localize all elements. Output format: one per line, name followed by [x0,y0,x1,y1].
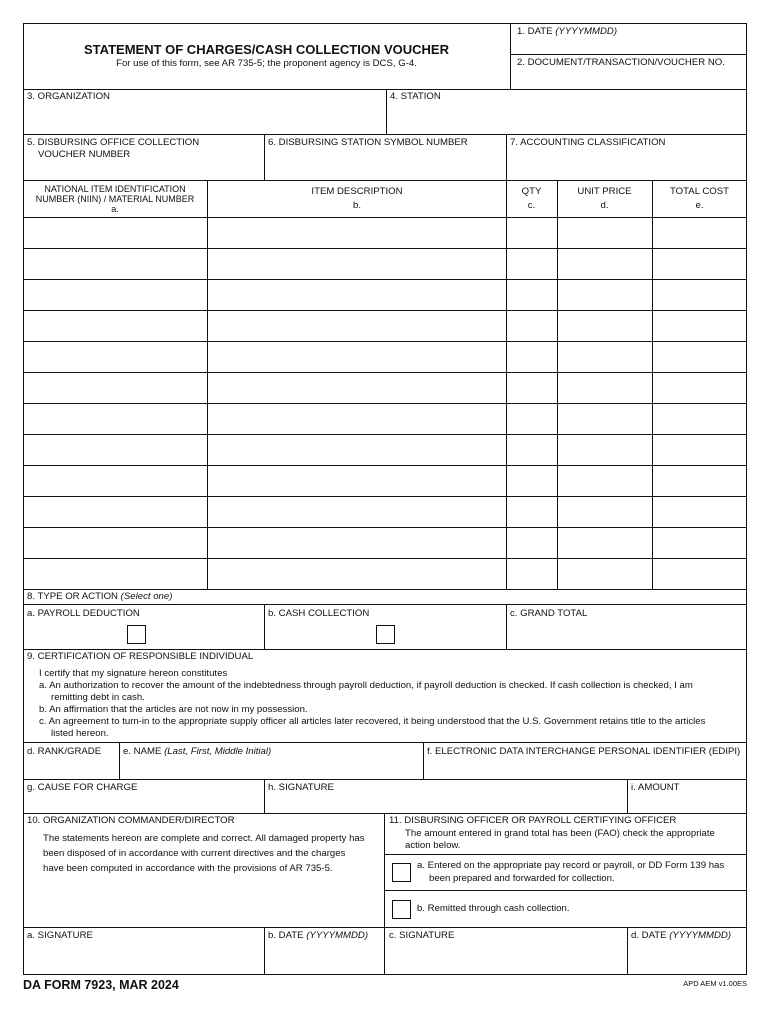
table-row-divider [23,589,747,590]
table-row[interactable] [23,435,747,465]
table-row[interactable] [23,280,747,310]
accounting-label: 7. ACCOUNTING CLASSIFICATION [510,137,666,148]
signature-label: h. SIGNATURE [268,782,334,793]
table-row[interactable] [23,249,747,279]
grand-total-label: c. GRAND TOTAL [510,608,588,619]
form-body [23,23,747,975]
col-qty-header: QTY c. [521,186,542,211]
station-symbol-label: 6. DISBURSING STATION SYMBOL NUMBER [268,137,468,148]
col-description-header: ITEM DESCRIPTION b. [311,186,403,211]
disbursing-officer-text-1: The amount entered in grand total has been (FAO) check the appropriate [405,828,715,839]
option-b-text: b. Remitted through cash collection. [417,903,570,914]
certification-item-a: a. An authorization to recover the amount of the indebtedness through payroll deduction, if payroll deduction is checked. If cash collection is checked, I am [39,680,693,691]
table-row[interactable] [23,559,747,589]
station-label: 4. STATION [390,91,441,102]
payroll-deduction-checkbox[interactable] [127,625,146,644]
border-bottom [23,974,747,975]
type-action-label: 8. TYPE OR ACTION (Select one) [27,591,173,602]
disbursing-signature-label: c. SIGNATURE [389,930,455,941]
table-row[interactable] [23,404,747,434]
certification-item-c-cont: listed hereon. [51,728,109,739]
form-title: STATEMENT OF CHARGES/CASH COLLECTION VOUCHER [84,42,449,57]
edipi-label: f. ELECTRONIC DATA INTERCHANGE PERSONAL IDENTIFIER (EDIPI) [427,746,741,757]
border-top [23,23,747,24]
form-version: APD AEM v1.00ES [683,979,747,988]
table-row[interactable] [23,218,747,248]
table-row[interactable] [23,497,747,527]
commander-label: 10. ORGANIZATION COMMANDER/DIRECTOR [27,815,235,826]
col-niin-header: NATIONAL ITEM IDENTIFICATION NUMBER (NIIN) / MATERIAL NUMBER a. [35,184,195,214]
cause-for-charge-label: g. CAUSE FOR CHARGE [27,782,138,793]
pay-record-checkbox[interactable] [392,863,411,882]
certification-label: 9. CERTIFICATION OF RESPONSIBLE INDIVIDUAL [27,651,254,662]
col-total-cost-header: TOTAL COST e. [670,186,729,211]
collection-voucher-label-2: VOUCHER NUMBER [38,149,131,160]
rank-grade-label: d. RANK/GRADE [27,746,102,757]
certification-item-c: c. An agreement to turn-in to the appropriate supply officer all articles later recovered, it being understood that the U.S. Government retains title to the articles [39,716,706,727]
form-id: DA FORM 7923, MAR 2024 [23,978,179,992]
table-row[interactable] [23,342,747,372]
commander-text-3: have been computed in accordance with the provisions of AR 735-5. [43,863,333,874]
cash-collection-label: b. CASH COLLECTION [268,608,370,619]
certification-item-b: b. An affirmation that the articles are not now in my possession. [39,704,308,715]
certification-intro: I certify that my signature hereon constitutes [39,668,228,679]
table-row[interactable] [23,466,747,496]
name-label: e. NAME (Last, First, Middle Initial) [123,746,272,757]
cash-collection-checkbox[interactable] [376,625,395,644]
col-unit-price-header: UNIT PRICE d. [577,186,632,211]
payroll-deduction-label: a. PAYROLL DEDUCTION [27,608,140,619]
table-row[interactable] [23,528,747,558]
disbursing-officer-label: 11. DISBURSING OFFICER OR PAYROLL CERTIFYING OFFICER [389,815,677,826]
table-row[interactable] [23,311,747,341]
certification-item-a-cont: remitting debt in cash. [51,692,145,703]
document-no-label: 2. DOCUMENT/TRANSACTION/VOUCHER NO. [517,57,725,68]
form-subtitle: For use of this form, see AR 735-5; the proponent agency is DCS, G-4. [116,58,417,69]
commander-date-label: b. DATE (YYYYMMDD) [268,930,369,941]
option-a-text-cont: been prepared and forwarded for collection. [429,873,615,884]
commander-signature-label: a. SIGNATURE [27,930,93,941]
collection-voucher-label: 5. DISBURSING OFFICE COLLECTION [27,137,200,148]
option-a-text: a. Entered on the appropriate pay record or payroll, or DD Form 139 has [417,860,725,871]
disbursing-date-label: d. DATE (YYYYMMDD) [631,930,732,941]
amount-label: i. AMOUNT [631,782,680,793]
cash-remitted-checkbox[interactable] [392,900,411,919]
date-label: 1. DATE (YYYYMMDD) [517,26,618,37]
disbursing-officer-text-2: action below. [405,840,461,851]
commander-text-1: The statements hereon are complete and correct. All damaged property has [43,833,365,844]
organization-label: 3. ORGANIZATION [27,91,110,102]
commander-text-2: been disposed of in accordance with current directives and the charges [43,848,346,859]
table-row[interactable] [23,373,747,403]
